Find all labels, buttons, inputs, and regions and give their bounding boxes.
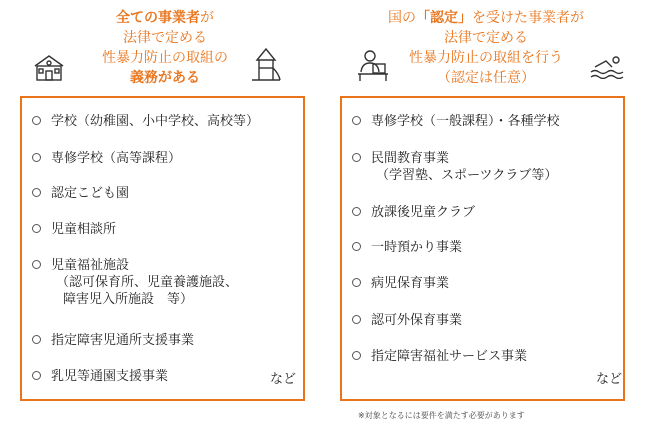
right-header-line3: 性暴力防止の取組を行う [409, 50, 563, 66]
bullet-circle-icon [32, 188, 41, 197]
certified-operators-box [340, 96, 625, 401]
bullet-circle-icon [32, 371, 41, 380]
school-building-icon [32, 52, 66, 82]
left-header-line1: 全ての事業者が [116, 10, 214, 26]
left-header-line3: 性暴力防止の取組の [102, 50, 228, 66]
list-item: 専修学校（一般課程）・各種学校 [352, 113, 560, 130]
etc-label: など [596, 372, 623, 387]
left-header [60, 8, 270, 88]
bullet-circle-icon [352, 116, 361, 125]
list-item: 一時預かり事業 [352, 239, 462, 256]
swimmer-icon [590, 55, 624, 79]
bullet-circle-icon [352, 315, 361, 324]
teacher-at-desk-icon [357, 48, 389, 82]
list-item: 学校（幼稚園、小中学校、高校等） [32, 113, 259, 130]
list-item: 専修学校（高等課程） [32, 150, 181, 167]
bullet-circle-icon [352, 242, 361, 251]
list-item: 認定こども園 [32, 185, 129, 202]
bullet-circle-icon [352, 153, 361, 162]
right-header-line2: 法律で定める [444, 30, 528, 46]
bullet-circle-icon [352, 207, 361, 216]
bullet-circle-icon [32, 224, 41, 233]
list-item: 指定障害福祉サービス事業 [352, 348, 527, 365]
list-item: 放課後児童クラブ [352, 204, 475, 221]
left-header-line2: 法律で定める [123, 30, 207, 46]
bullet-circle-icon [32, 260, 41, 269]
bullet-circle-icon [352, 278, 361, 287]
list-item: 指定障害児通所支援事業 [32, 332, 194, 349]
bullet-circle-icon [352, 351, 361, 360]
right-header-line4: （認定は任意） [437, 70, 535, 86]
left-header-line4: 義務がある [130, 70, 200, 86]
playground-slide-icon [251, 46, 281, 82]
list-item: 乳児等通園支援事業 [32, 368, 168, 385]
list-item: 病児保育事業 [352, 275, 449, 292]
list-item: 児童相談所 [32, 221, 116, 238]
footnote: ※対象となるには要件を満たす必要があります [358, 411, 525, 420]
bullet-circle-icon [32, 335, 41, 344]
right-header-line1: 国の「認定」を受けた事業者が [388, 10, 584, 26]
mandatory-operators-box [20, 96, 305, 401]
list-item: 民間教育事業 （学習塾、スポーツクラブ等） [352, 150, 557, 184]
list-item: 児童福祉施設 （認可保育所、児童養護施設、 障害児入所施設 等） [32, 257, 238, 308]
bullet-circle-icon [32, 153, 41, 162]
list-item: 認可外保育事業 [352, 312, 462, 329]
etc-label: など [270, 372, 297, 387]
bullet-circle-icon [32, 116, 41, 125]
